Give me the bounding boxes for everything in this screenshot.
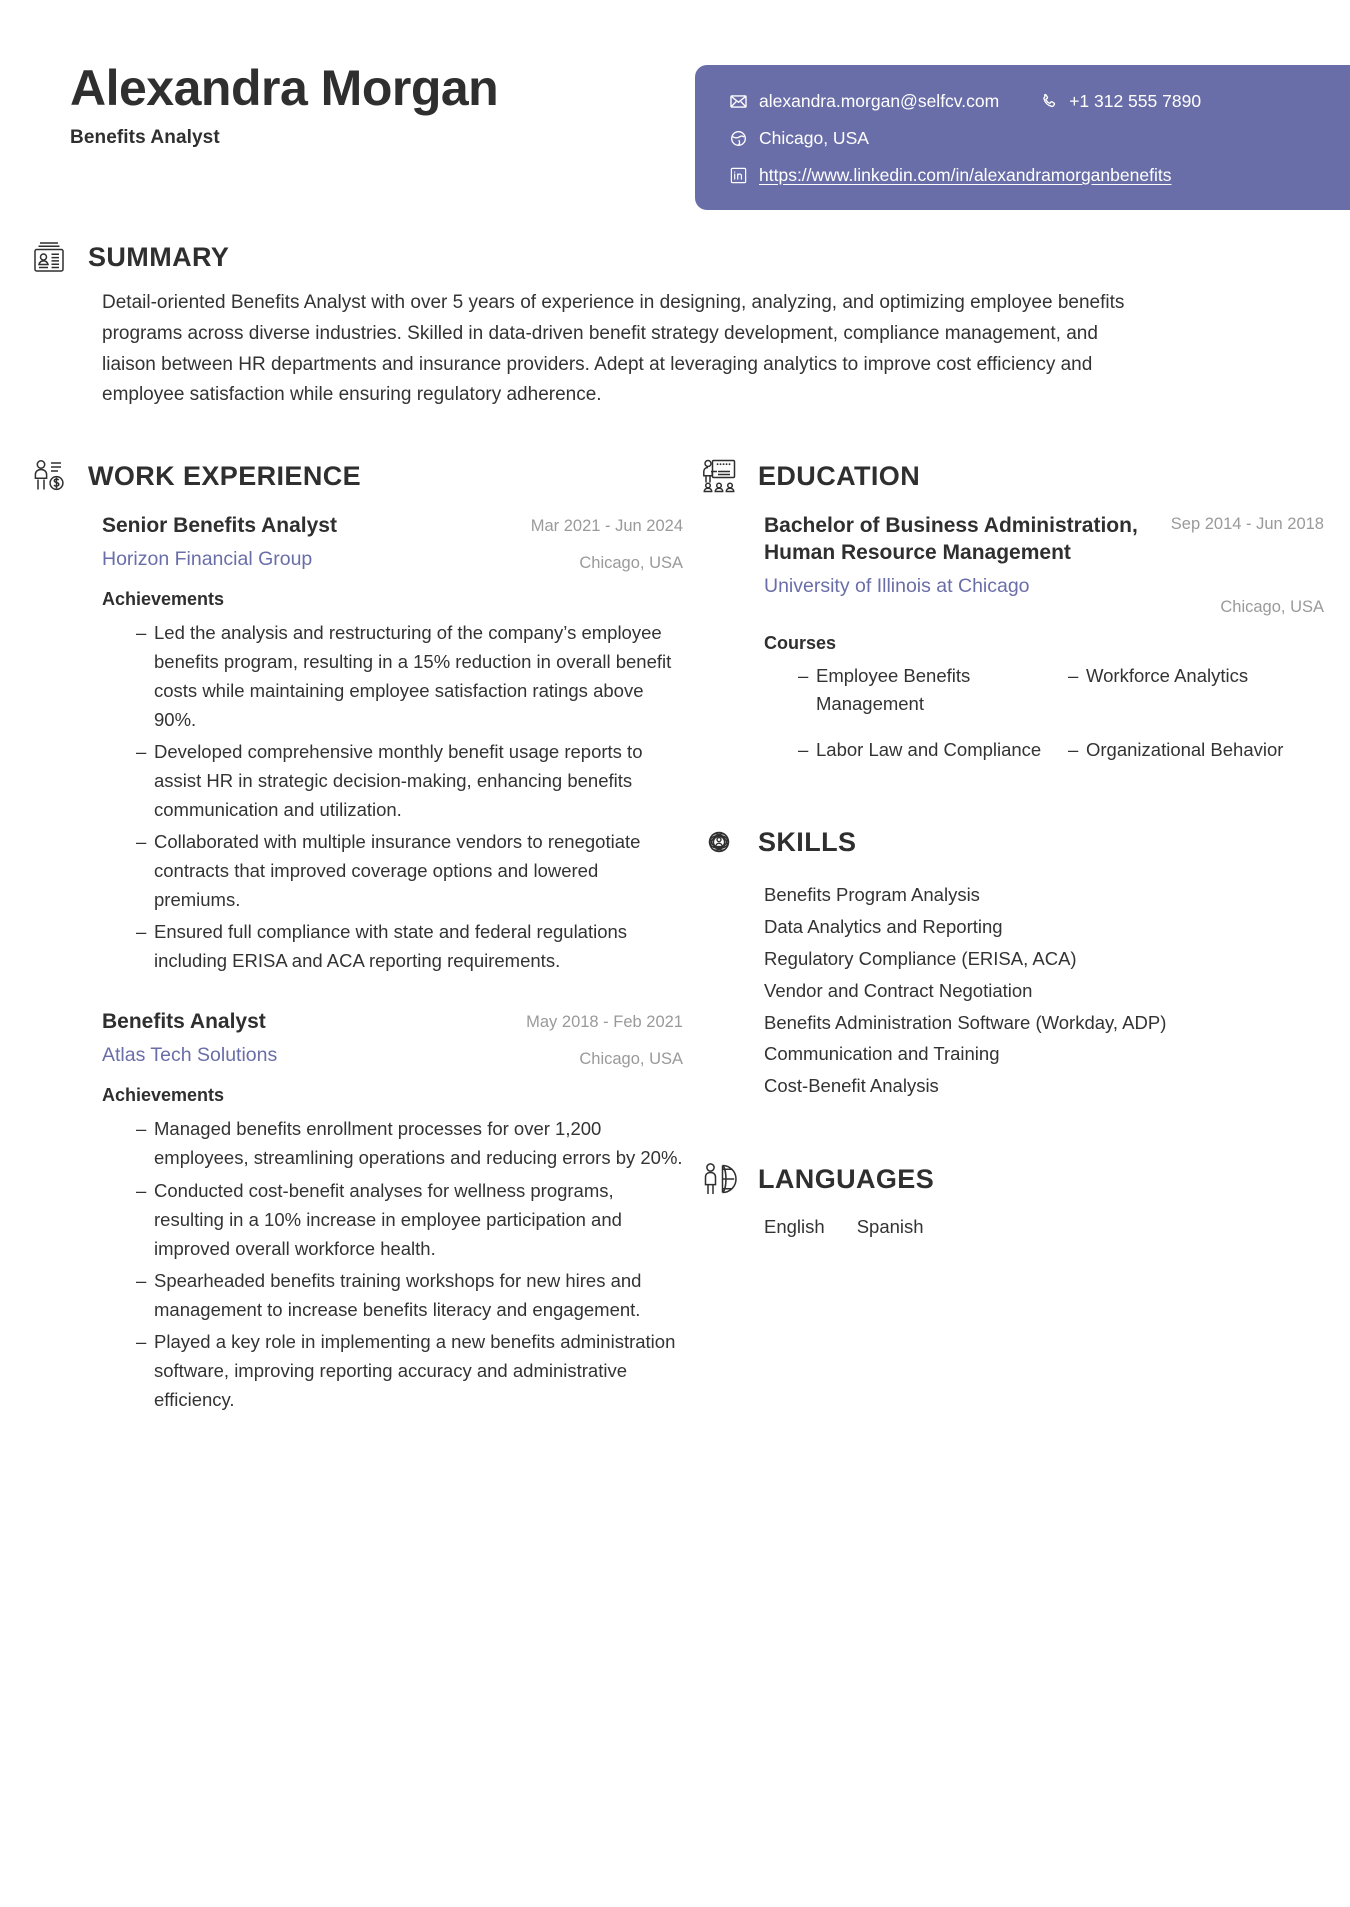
work-date: May 2018 - Feb 2021: [526, 1013, 683, 1032]
course-item: – Organizational Behavior: [1068, 736, 1324, 764]
work-entry-top: [102, 1009, 683, 1069]
languages-list: [764, 1216, 1324, 1238]
achievement-item: – Led the analysis and restructuring of the company’s employee benefits program, resulting in a 15% reduction in overall benefit costs while maintaining employee satisfaction ratings above 90%.: [136, 618, 683, 734]
contact-location-text: Chicago, USA: [759, 128, 869, 148]
education-date: Sep 2014 - Jun 2018: [1170, 515, 1324, 534]
education-entry: [764, 513, 1324, 763]
candidate-name: Alexandra Morgan: [70, 60, 499, 116]
work-location: Chicago, USA: [579, 1050, 683, 1069]
work-entry: [102, 513, 683, 975]
name-block: [70, 62, 498, 149]
languages-title: LANGUAGES: [758, 1163, 935, 1194]
work-experience-title: WORK EXPERIENCE: [88, 460, 362, 491]
skill-item: Data Analytics and Reporting: [764, 916, 1003, 938]
summary-header: [28, 236, 1280, 278]
work-entry-left: [102, 513, 517, 572]
achievement-item: – Developed comprehensive monthly benefit usage reports to assist HR in strategic decision-making, enhancing benefits communication and utilization.: [136, 737, 683, 824]
atom-badge-icon: [698, 821, 740, 863]
contact-panel: [695, 65, 1350, 210]
contact-phone[interactable]: [1039, 91, 1201, 112]
languages-row: [764, 1216, 1324, 1238]
education-entry-right: [1171, 513, 1324, 617]
language-item: English: [764, 1216, 825, 1237]
work-organization: Horizon Financial Group: [102, 547, 313, 570]
course-item: – Employee Benefits Management: [798, 662, 1054, 718]
work-experience-section: [28, 455, 683, 1414]
course-item: – Workforce Analytics: [1068, 662, 1324, 718]
person-globe-icon: [698, 1158, 740, 1200]
achievement-item: – Played a key role in implementing a new benefits administration software, improving reporting accuracy and administrative efficiency.: [136, 1327, 683, 1414]
classroom-presentation-icon: [698, 455, 740, 497]
resume-header: [0, 0, 1350, 236]
courses-label: Courses: [764, 633, 837, 654]
languages-section: [698, 1158, 1324, 1238]
achievement-item: – Ensured full compliance with state and federal regulations including ERISA and ACA reporting requirements.: [136, 917, 683, 975]
skill-item: Regulatory Compliance (ERISA, ACA): [764, 947, 1077, 969]
skills-title: SKILLS: [758, 826, 857, 857]
linkedin-icon: [729, 166, 748, 185]
education-header: [698, 455, 1324, 497]
work-entry-right: [526, 1009, 683, 1069]
achievement-item: – Managed benefits enrollment processes for over 1,200 employees, streamlining operations and reducing errors by 20%.: [136, 1114, 683, 1172]
person-salary-icon: [28, 455, 70, 497]
achievement-item: – Conducted cost-benefit analyses for wellness programs, resulting in a 10% increase in employee participation and improved overall workforce health.: [136, 1176, 683, 1263]
contact-location: [729, 128, 869, 149]
skills-list: [764, 879, 1324, 1102]
summary-text: Detail-oriented Benefits Analyst with over 5 years of experience in designing, analyzing, and optimizing employee benefits programs across diverse industries. Skilled in data-driven benefit strategy development, compliance management, and liaison between HR departments and insurance providers. Adept at leveraging analytics to improve cost efficiency and employee satisfaction while ensuring regulatory adherence.: [102, 292, 1125, 406]
phone-icon: [1039, 92, 1058, 111]
work-date: Mar 2021 - Jun 2024: [530, 517, 683, 536]
contact-phone-text: +1 312 555 7890: [1069, 91, 1202, 111]
skills-section: [698, 821, 1324, 1102]
contact-email[interactable]: [729, 91, 999, 112]
education-entry-left: [764, 513, 1157, 599]
contact-linkedin[interactable]: [729, 165, 1171, 186]
work-entry-right: [531, 513, 683, 573]
contact-row-1: [729, 91, 1350, 112]
skills-header: [698, 821, 1324, 863]
achievements-label: Achievements: [102, 589, 225, 610]
summary-section: [0, 236, 1350, 411]
candidate-job-title: Benefits Analyst: [70, 126, 220, 148]
courses-list: [764, 662, 1324, 763]
achievement-item: – Collaborated with multiple insurance vendors to renegotiate contracts that improved coverage options and lowered premiums.: [136, 827, 683, 914]
envelope-icon: [729, 92, 748, 111]
course-item: – Labor Law and Compliance: [798, 736, 1054, 764]
education-location: Chicago, USA: [1220, 598, 1324, 617]
work-entry-top: [102, 513, 683, 573]
main-columns: [0, 455, 1350, 1417]
languages-header: [698, 1158, 1324, 1200]
work-experience-entries: [102, 513, 683, 1414]
contact-linkedin-text: https://www.linkedin.com/in/alexandramorganbenefits: [759, 165, 1172, 185]
achievement-item: – Spearheaded benefits training workshops for new hires and management to increase benefits literacy and engagement.: [136, 1266, 683, 1324]
education-degree: Bachelor of Business Administration, Human Resource Management: [764, 514, 1138, 564]
skill-item: Cost-Benefit Analysis: [764, 1075, 939, 1097]
education-section: [698, 455, 1324, 763]
globe-icon: [729, 129, 748, 148]
work-role: Benefits Analyst: [102, 1010, 266, 1034]
id-card-icon: [28, 236, 70, 278]
education-entries: [764, 513, 1324, 763]
achievements-list: [102, 618, 683, 975]
right-column: [683, 455, 1324, 1417]
work-location: Chicago, USA: [579, 554, 683, 573]
language-item: Spanish: [856, 1216, 924, 1237]
work-experience-header: [28, 455, 683, 497]
contact-row-3: [729, 165, 1350, 186]
contact-row-2: [729, 128, 1350, 149]
contact-email-text: alexandra.morgan@selfcv.com: [759, 91, 1000, 111]
left-column: [28, 455, 683, 1417]
education-title: EDUCATION: [758, 460, 921, 491]
skill-item: Benefits Program Analysis: [764, 884, 980, 906]
skill-item: Communication and Training: [764, 1043, 1000, 1065]
work-entry: [102, 1009, 683, 1413]
education-institution: University of Illinois at Chicago: [764, 574, 1030, 597]
work-organization: Atlas Tech Solutions: [102, 1044, 278, 1067]
skill-item: Vendor and Contract Negotiation: [764, 979, 1033, 1001]
achievements-list: [102, 1114, 683, 1413]
education-entry-top: [764, 513, 1324, 617]
work-role: Senior Benefits Analyst: [102, 514, 337, 538]
achievements-label: Achievements: [102, 1085, 225, 1106]
work-entry-left: [102, 1009, 512, 1068]
summary-title: SUMMARY: [88, 241, 230, 272]
skill-item: Benefits Administration Software (Workday, ADP): [764, 1011, 1167, 1033]
